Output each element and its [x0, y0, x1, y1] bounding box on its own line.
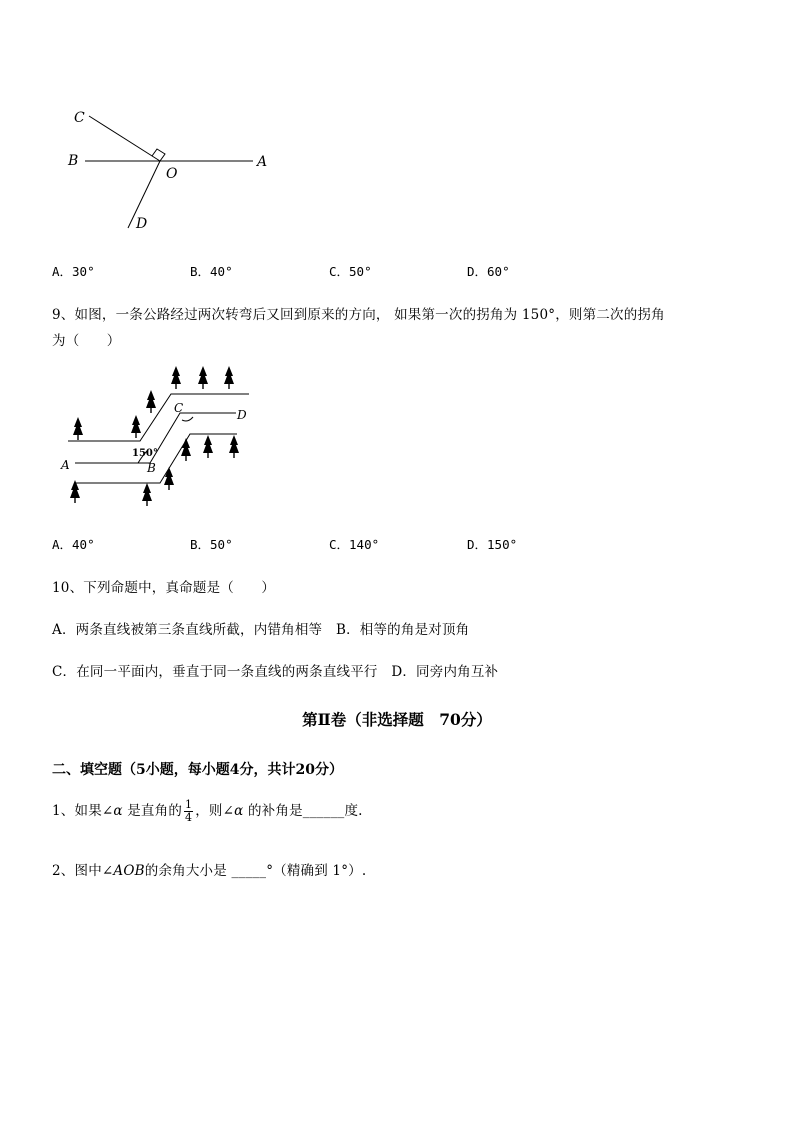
tree-icon	[203, 435, 213, 458]
tree-icon	[229, 435, 239, 458]
angle-aob: ∠AOB	[101, 863, 145, 879]
alpha-symbol: α	[113, 803, 123, 819]
label-a: A	[257, 154, 268, 170]
fraction-denominator: 4	[185, 811, 193, 824]
q9-stem-line2: 为（ ）	[52, 333, 121, 349]
tree-icon	[131, 415, 141, 438]
label-d: D	[237, 408, 247, 422]
q9-option-b: B．50°	[190, 537, 233, 552]
fraction-one-quarter	[184, 799, 193, 824]
fill1-mid: 是直角的	[122, 803, 183, 819]
q9-stem-line1: 9、如图，一条公路经过两次转弯后又回到原来的方向， 如果第一次的拐角为 150°，则第二次的拐角	[52, 307, 665, 323]
q9-figure	[55, 365, 255, 515]
fill-section-heading: 二、填空题（5小题，每小题4分，共计20分）	[52, 762, 343, 778]
fraction-numerator: 1	[185, 798, 193, 811]
tree-icon	[181, 438, 191, 461]
tree-icon	[224, 366, 234, 389]
tree-icon	[146, 390, 156, 413]
angle-label-150: 150°	[132, 448, 158, 459]
q9-option-c: C．140°	[329, 537, 380, 552]
fill1-after: ，则∠	[195, 803, 235, 819]
tree-icon	[198, 366, 208, 389]
label-d: D	[136, 216, 148, 232]
fill2-suffix: 的余角大小是 _____°（精确到 1°）.	[144, 863, 367, 879]
q9-option-d: D．150°	[467, 537, 518, 552]
tree-icon	[142, 483, 152, 506]
q10-options-line1: A．两条直线被第三条直线所截，内错角相等 B．相等的角是对顶角	[52, 622, 470, 638]
label-c: C	[74, 110, 85, 126]
q8-option-d: D．60°	[467, 264, 510, 279]
q8-option-a: A．30°	[52, 264, 95, 279]
ray-oc	[89, 116, 160, 161]
q8-option-b: B．40°	[190, 264, 233, 279]
fill-question-2	[52, 859, 366, 879]
alpha-symbol: α	[234, 803, 244, 819]
fill1-prefix: 1、如果∠	[52, 803, 114, 819]
part2-title: 第Ⅱ卷（非选择题 70分）	[302, 710, 492, 729]
label-b: B	[147, 461, 156, 475]
label-b: B	[68, 153, 79, 169]
tree-icon	[164, 467, 174, 490]
label-o: O	[166, 166, 178, 182]
tree-icon	[73, 417, 83, 440]
angle-arc-c	[182, 417, 193, 421]
fill-question-1	[52, 799, 363, 824]
q10-options-line2: C．在同一平面内，垂直于同一条直线的两条直线平行 D．同旁内角互补	[52, 664, 499, 680]
tree-icon	[171, 366, 181, 389]
right-angle-mark	[152, 149, 165, 161]
fill2-prefix: 2、图中	[52, 863, 102, 879]
label-c: C	[174, 401, 184, 415]
q10-stem: 10、下列命题中，真命题是（ ）	[52, 580, 276, 596]
fill1-suffix: 的补角是______度.	[243, 803, 363, 819]
q9-option-a: A．40°	[52, 537, 95, 552]
q8-option-c: C．50°	[329, 264, 372, 279]
q8-figure	[60, 100, 280, 240]
label-a: A	[61, 458, 70, 472]
